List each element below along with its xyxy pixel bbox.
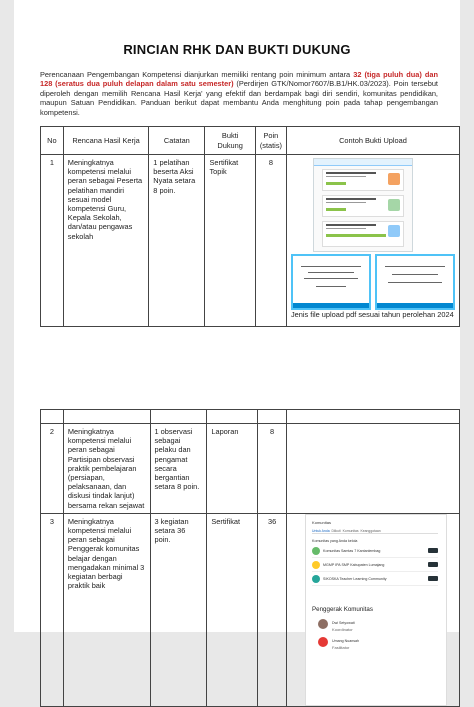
community-screenshot: Komunitas Untuk Anda Diikuti Komunitas Keanggotaan Komunitas yang Anda kelola Komunitas Samtas 7 Kantanlembag MGMP IPA SMP Kabupaten Lumajang SIKOSKA Teacher Learning Community Penggerak Komunitas Dwi Setyowati Koordinator Umang Nuansah Fasilitator <box>305 514 447 706</box>
certificate-image <box>375 254 455 310</box>
comm-tabs: Untuk Anda Diikuti Komunitas Keanggotaan <box>312 527 438 534</box>
row-bukti: Sertifikat Topik <box>205 155 255 327</box>
row-rhk: Meningkatnya kompetensi melalui peran sebagai Partisipan observasi praktik pembelajaran (persiapan, pelaksanaan, dan diskusi tindak lanjut) bersama rekan sejawat <box>63 424 150 514</box>
pelatihan-screenshot <box>313 158 413 252</box>
row-no: 3 <box>41 513 64 706</box>
row-poin: 8 <box>258 424 287 514</box>
row-poin: 36 <box>258 513 287 706</box>
avatar <box>318 637 328 647</box>
comm-section: Komunitas yang Anda kelola <box>312 538 358 543</box>
row-contoh <box>286 155 459 327</box>
rhk-table-continued <box>40 409 460 707</box>
col-poin: Poin (statis) <box>255 127 286 155</box>
comm-header: Komunitas <box>312 519 331 525</box>
certificate-image <box>291 254 371 310</box>
page-title: RINCIAN RHK DAN BUKTI DUKUNG <box>123 42 351 57</box>
row-bukti: Sertifikat <box>207 513 258 706</box>
rhk-table <box>40 126 460 327</box>
table-row <box>41 513 460 706</box>
empty-row <box>41 410 460 424</box>
list-item: Komunitas Samtas 7 Kantanlembag <box>312 545 438 558</box>
col-contoh: Contoh Bukti Upload <box>286 127 459 155</box>
table-row <box>41 424 460 514</box>
row-contoh <box>287 424 460 514</box>
row-catatan: 1 observasi sebagai pelaku dan pengamat secara bergantian setara 8 poin. <box>150 424 207 514</box>
document-page <box>14 0 460 650</box>
intro-paragraph <box>40 70 438 117</box>
col-bukti: Bukti Dukung <box>205 127 255 155</box>
intro-highlight: 32 (tiga puluh dua) dan 128 (seratus dua puluh delapan dalam satu semester) <box>40 70 438 89</box>
row-catatan: 3 kegiatan setara 36 poin. <box>150 513 207 706</box>
list-item: SIKOSKA Teacher Learning Community <box>312 573 438 586</box>
col-no: No <box>41 127 64 155</box>
table-row <box>41 155 460 327</box>
intro-text-rest: (Perdirjen GTK/Nomor7607/B.B1/HK.03/2023). Poin tersebut diperoleh dengan memilih Rencana Hasil Kerja' yang efektif dan berdampak bagi diri sendiri, komunitas pendidikan, maupun Satuan Pendidikan. Panduan berikut dapat membantu Anda menghitung poin pada tahap pengembangan kompetensi. <box>40 79 438 117</box>
upload-caption: Jenis file upload pdf sesuai tahun perolehan 2024 <box>290 310 454 319</box>
table-header-row <box>41 127 460 155</box>
row-rhk: Meningkatnya kompetensi melalui peran sebagai Penggerak komunitas belajar dengan mengadakan minimal 3 kegiatan berbagi praktik baik <box>63 513 150 706</box>
row-catatan: 1 pelatihan beserta Aksi Nyata setara 8 poin. <box>149 155 205 327</box>
row-no: 1 <box>41 155 64 327</box>
row-no: 2 <box>41 424 64 514</box>
section-title: Penggerak Komunitas <box>312 605 373 613</box>
intro-text: Perencanaan Pengembangan Kompetensi dianjurkan memiliki rentang poin minimum antara <box>40 70 354 79</box>
row-poin: 8 <box>255 155 286 327</box>
col-rhk: Rencana Hasil Kerja <box>63 127 149 155</box>
avatar <box>318 619 328 629</box>
row-bukti: Laporan <box>207 424 258 514</box>
row-contoh <box>287 513 460 706</box>
row-rhk: Meningkatnya kompetensi melalui peran sebagai Peserta pelatihan mandiri sesuai model kompetensi Guru, Kepala Sekolah, dan/atau pengawas sekolah <box>63 155 149 327</box>
list-item: MGMP IPA SMP Kabupaten Lumajang <box>312 559 438 572</box>
col-catatan: Catatan <box>149 127 205 155</box>
